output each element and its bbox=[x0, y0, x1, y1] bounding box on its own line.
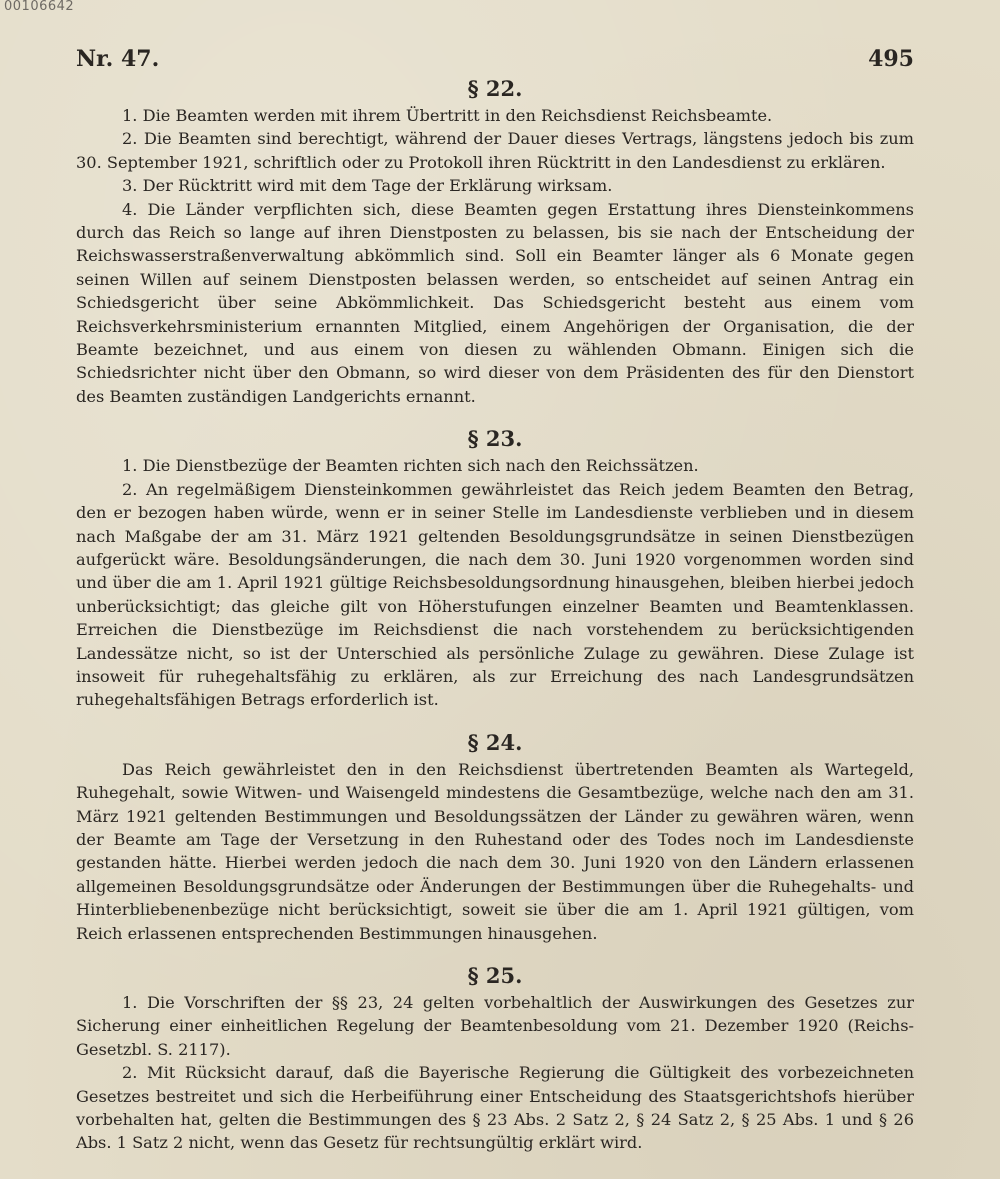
paragraph: 2. An regelmäßigem Diensteinkommen gewährleistet das Reich jedem Beamten den Betrag, den er bezogen haben würde, wenn er in seiner Stelle im Landesdienste verblieben und in diesem nach Maßgabe der am 31. März 1921 geltenden Besoldungsgrundsätze in seinen Dienstbezügen aufgerückt wäre. Besoldungsänderungen, die nach dem 30. Juni 1920 vorgenommen worden sind und über die am 1. April 1921 gültige Reichsbesoldungsordnung hinausgehen, bleiben hierbei jedoch unberücksichtigt; das gleiche gilt von Höherstufungen einzelner Beamten und Beamtenklassen. Erreichen die Dienstbezüge im Reichsdienst die nach vorstehendem zu berücksichtigenden Landessätze nicht, so ist der Unterschied als persönliche Zulage zu gewähren. Diese Zulage ist insoweit für ruhegehaltsfähig zu erklären, als zur Erreichung des nach Landesgrundsätzen ruhegehaltsfähigen Betrags erforderlich ist. bbox=[76, 479, 914, 710]
paragraph: 1. Die Dienstbezüge der Beamten richten sich nach den Reichssätzen. bbox=[122, 456, 699, 476]
section-heading: § 22. bbox=[467, 76, 523, 101]
page-number: 495 bbox=[868, 46, 914, 72]
paragraph: 2. Mit Rücksicht darauf, daß die Bayerische Regierung die Gültigkeit des vorbezeichneten Gesetzes bestreitet und sich die Herbeiführung einer Entscheidung des Staatsgerichtshofs hierüber vorbehalten hat, gelten die Bestimmungen des § 23 Abs. 2 Satz 2, § 24 Satz 2, § 25 Abs. 1 und § 26 Abs. 1 Satz 2 nicht, wenn das Gesetz für rechtsungültig erklärt wird. bbox=[76, 1063, 914, 1153]
paragraph: 1. Die Beamten werden mit ihrem Übertritt in den Reichsdienst Reichsbeamte. bbox=[122, 106, 773, 125]
paragraph: 1. Die Vorschriften der §§ 23, 24 gelten vorbehaltlich der Auswirkungen des Gesetzes zur Sicherung einer einheitlichen Regelung der Beamtenbesoldung vom 21. Dezember 1920 (Reichs-Gesetzbl. S. 2117). bbox=[76, 993, 914, 1059]
section-23 bbox=[76, 424, 914, 711]
section-heading: § 25. bbox=[467, 963, 523, 988]
issue-number: Nr. 47. bbox=[76, 46, 160, 72]
paragraph: 4. Die Länder verpflichten sich, diese Beamten gegen Erstattung ihres Diensteinkommens durch das Reich so lange auf ihren Dienstposten zu belassen, bis sie nach der Entscheidung der Reichswasserstraßenverwaltung abkömmlich sind. Soll ein Beamter länger als 6 Monate gegen seinen Willen auf seinem Dienstposten belassen werden, so entscheidet auf seinen Antrag ein Schiedsgericht über seine Abkömmlichkeit. Das Schiedsgericht besteht aus einem vom Reichsverkehrsministerium ernannten Mitglied, einem Angehörigen der Organisation, die der Beamte bezeichnet, und aus einem von diesen zu wählenden Obmann. Einigen sich die Schiedsrichter nicht über den Obmann, so wird dieser von dem Präsidenten des für den Dienstort des Beamten zuständigen Landgerichts ernannt. bbox=[76, 199, 914, 406]
section-22 bbox=[76, 74, 914, 408]
paragraph: Das Reich gewährleistet den in den Reichsdienst übertretenden Beamten als Wartegeld, Ruhegehalt, sowie Witwen- und Waisengeld mindestens die Gesamtbezüge, welche nach den am 31. März 1921 geltenden Bestimmungen und Besoldungssätzen der Länder zu gewähren wären, wenn der Beamte am Tage der Versetzung in den Ruhestand oder des Todes noch im Landesdienste gestanden hätte. Hierbei werden jedoch die nach dem 30. Juni 1920 von den Ländern erlassenen allgemeinen Besoldungsgrundsätze oder Änderungen der Bestimmungen über die Ruhegehalts- und Hinterbliebenenbezüge nicht berücksichtigt, soweit sie über die am 1. April 1921 gültigen, vom Reich erlassenen entsprechenden Bestimmungen hinausgehen. bbox=[76, 759, 914, 943]
page-header bbox=[76, 46, 914, 76]
paragraph: 3. Der Rücktritt wird mit dem Tage der Erklärung wirksam. bbox=[122, 176, 613, 196]
page-body bbox=[76, 74, 914, 1155]
section-24 bbox=[76, 728, 914, 945]
section-25 bbox=[76, 961, 914, 1155]
section-heading: § 24. bbox=[467, 729, 523, 755]
scan-identifier: 00106642 bbox=[4, 0, 75, 14]
paragraph: 2. Die Beamten sind berechtigt, während der Dauer dieses Vertrags, längstens jedoch bis zum 30. September 1921, schriftlich oder zu Protokoll ihren Rücktritt in den Landesdienst zu erklären. bbox=[76, 129, 914, 172]
section-heading: § 23. bbox=[467, 426, 523, 452]
